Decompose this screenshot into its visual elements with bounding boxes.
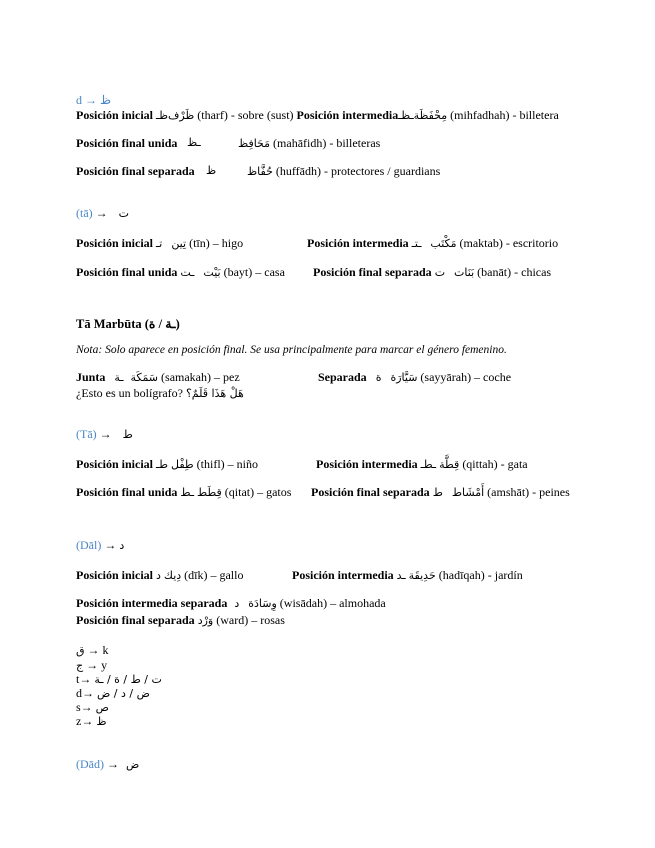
label-medial: Posición intermedia xyxy=(296,108,399,122)
arrow: → xyxy=(81,714,94,728)
arabic-word: طِفْل xyxy=(171,458,194,471)
arabic-word: حُفَّاظ xyxy=(247,165,273,178)
arabic-word: أَمْشَاط xyxy=(451,486,485,499)
heading-arabic: ط xyxy=(122,428,133,441)
transliteration: (huffādh) - protectores / guardians xyxy=(275,164,441,178)
row-dha-final-separate-word xyxy=(247,164,440,179)
row-ta-initial xyxy=(76,236,243,251)
row-ta-medial xyxy=(307,236,558,251)
label-final-joined: Posición final unida xyxy=(76,265,178,279)
mapping-item-d xyxy=(76,686,150,701)
row-taa-medial xyxy=(316,457,528,472)
mapping-arabic: ص xyxy=(95,701,109,714)
transliteration: (tharf) - sobre (sust) xyxy=(197,108,294,122)
arabic-form: ـظـ xyxy=(398,109,414,122)
row-dha-final-joined xyxy=(76,136,177,150)
arabic-form: ظ xyxy=(206,164,217,177)
transliteration: (hadīqah) - jardín xyxy=(438,568,523,582)
arabic-form: ـظ xyxy=(187,136,201,149)
heading-latin: (tā) xyxy=(76,206,93,220)
transliteration: (qittah) - gata xyxy=(462,457,528,471)
arrow: → xyxy=(95,206,108,220)
transliteration: (dīk) – gallo xyxy=(184,568,244,582)
row-taa-final-joined xyxy=(76,485,291,500)
row-ta-marbuta-joined xyxy=(76,370,240,385)
row-dal-medial xyxy=(292,568,523,583)
row-ta-final-joined xyxy=(76,265,285,280)
arabic-word: سَمَكَة xyxy=(130,371,159,384)
mapping-item-s xyxy=(76,700,109,715)
label-final-separate: Posición final separada xyxy=(311,485,430,499)
mapping-arabic: ج xyxy=(76,659,84,672)
mapping-latin: s xyxy=(76,700,81,714)
arabic-word: مَحَافِظ xyxy=(238,137,271,150)
arabic-word: دِيك xyxy=(163,569,182,582)
row-dha-final-separate xyxy=(76,164,195,178)
transliteration: (thifl) – niño xyxy=(196,457,258,471)
note-ta-marbuta: Nota: Solo aparece en posición final. Se usa principalmente para marcar el género femenino. xyxy=(76,344,507,356)
arabic-word: قِطَط xyxy=(197,486,222,499)
transliteration: (maktab) - escritorio xyxy=(459,236,559,250)
label-final-joined: Posición final unida xyxy=(76,485,178,499)
row-dha-initial xyxy=(76,108,559,123)
arabic-word: وِسَادَة xyxy=(248,597,277,610)
row-taa-final-separate xyxy=(311,485,570,500)
arabic-form: ت xyxy=(434,266,446,279)
transliteration: (wisādah) – almohada xyxy=(279,596,386,610)
row-ta-marbuta-separate xyxy=(318,370,511,385)
mapping-latin: z xyxy=(76,714,82,728)
transliteration: (qitat) – gatos xyxy=(224,485,292,499)
transliteration: (samakah) – pez xyxy=(161,370,240,384)
arabic-word: مَكْتَب xyxy=(430,237,457,250)
arrow: → xyxy=(79,672,92,686)
row-dha-final-joined-word xyxy=(238,136,380,151)
arabic-form: ـد xyxy=(396,569,406,582)
heading-latin: (Dād) xyxy=(76,757,104,771)
mapping-latin: k xyxy=(102,643,109,657)
mapping-latin: t xyxy=(76,672,80,686)
arabic-word: وَرْد xyxy=(197,614,214,627)
mapping-item-t xyxy=(76,672,162,687)
arabic-word: بَنَات xyxy=(454,266,475,279)
arabic-form: ة xyxy=(375,371,382,384)
heading-latin: (Tā) xyxy=(76,427,97,441)
label-final-separate: Posición final separada xyxy=(76,613,195,627)
heading-arabic: ت xyxy=(118,207,130,220)
row-ta-final-separate xyxy=(313,265,551,280)
transliteration: (mihfadhah) - billetera xyxy=(450,108,559,122)
arabic-word: حَدِيقَة xyxy=(408,569,436,582)
transliteration: (banāt) - chicas xyxy=(477,265,552,279)
transliteration: (mahāfidh) - billeteras xyxy=(273,136,381,150)
heading-arabic: ض xyxy=(125,758,140,771)
arrow: → xyxy=(99,427,112,441)
arabic-form: ـة xyxy=(114,371,124,384)
mapping-arabic: ظ xyxy=(96,715,107,728)
mapping-arabic: ت / ط / ة / ـة xyxy=(94,673,162,686)
mapping-arabic: ق xyxy=(76,644,85,657)
question-spanish: ¿Esto es un bolígrafo? xyxy=(76,386,183,400)
label-joined: Junta xyxy=(76,370,106,384)
row-dal-initial xyxy=(76,568,243,583)
transliteration: (sayyārah) – coche xyxy=(420,370,512,384)
label-medial: Posición intermedia xyxy=(307,236,409,250)
transliteration: (ward) – rosas xyxy=(216,613,285,627)
arrow: → xyxy=(82,686,94,700)
arabic-form: ـطـ xyxy=(420,458,437,471)
label-medial: Posición intermedia xyxy=(292,568,394,582)
arabic-word: مِحْفَظَة xyxy=(413,109,448,122)
section-heading-dad xyxy=(76,757,139,772)
row-dal-final-separate xyxy=(76,613,285,628)
transliteration: (bayt) – casa xyxy=(223,265,285,279)
example-question xyxy=(76,386,244,401)
question-arabic: هَلْ هَذَا قَلَمٌ؟ xyxy=(185,387,244,400)
mapping-latin: d xyxy=(76,686,82,700)
label-initial: Posición inicial xyxy=(76,457,154,471)
arabic-form: ظـ xyxy=(156,109,168,122)
label-medial-separate: Posición intermedia separada xyxy=(76,596,228,610)
arabic-form: ـت xyxy=(180,266,195,279)
arabic-form: تـ xyxy=(156,237,163,250)
transliteration: (tīn) – higo xyxy=(189,236,244,250)
mapping-item-qaf xyxy=(76,643,109,658)
arabic-form: د xyxy=(156,569,161,582)
arrow: → xyxy=(86,658,99,672)
label-final-separate: Posición final separada xyxy=(313,265,432,279)
mapping-latin: y xyxy=(101,658,108,672)
arrow: → xyxy=(80,700,93,714)
arrow: → xyxy=(106,757,119,771)
arabic-form: ـتـ xyxy=(411,237,422,250)
arabic-word: بَيْت xyxy=(203,266,221,279)
mapping-item-z xyxy=(76,714,107,729)
arrow: → xyxy=(87,643,100,657)
arabic-form: ط xyxy=(432,486,443,499)
row-taa-initial xyxy=(76,457,258,472)
label-initial: Posición inicial xyxy=(76,568,154,582)
label-initial: Posición inicial xyxy=(76,108,154,122)
section-heading-dha: d → ظ xyxy=(76,93,112,107)
section-heading-dal xyxy=(76,538,124,553)
arabic-word: قِطَّة xyxy=(439,458,460,471)
section-heading-taa xyxy=(76,427,133,442)
heading-latin: (Dāl) xyxy=(76,538,102,552)
arabic-word: تِين xyxy=(171,237,187,250)
mapping-arabic: ض / د / ض xyxy=(97,687,150,700)
label-initial: Posición inicial xyxy=(76,236,154,250)
arabic-form: د xyxy=(234,597,240,610)
row-dal-medial-separate xyxy=(76,596,386,611)
label-final-separate: Posición final separada xyxy=(76,164,195,178)
arrow: → xyxy=(104,538,117,552)
label-final-joined: Posición final unida xyxy=(76,136,178,150)
arabic-form: ـط xyxy=(180,486,195,499)
label-medial: Posición intermedia xyxy=(316,457,418,471)
arabic-word: سَيَّارَة xyxy=(390,371,418,384)
arabic-form: طـ xyxy=(156,458,168,471)
section-heading-ta xyxy=(76,206,129,221)
arabic-word: ظَرْف xyxy=(168,109,195,122)
mapping-item-jim xyxy=(76,658,107,673)
label-separate: Separada xyxy=(318,370,367,384)
heading-arabic: د xyxy=(119,539,125,552)
section-title-ta-marbuta: Tā Marbūta (ـة / ة) xyxy=(76,317,180,331)
transliteration: (amshāt) - peines xyxy=(487,485,570,499)
